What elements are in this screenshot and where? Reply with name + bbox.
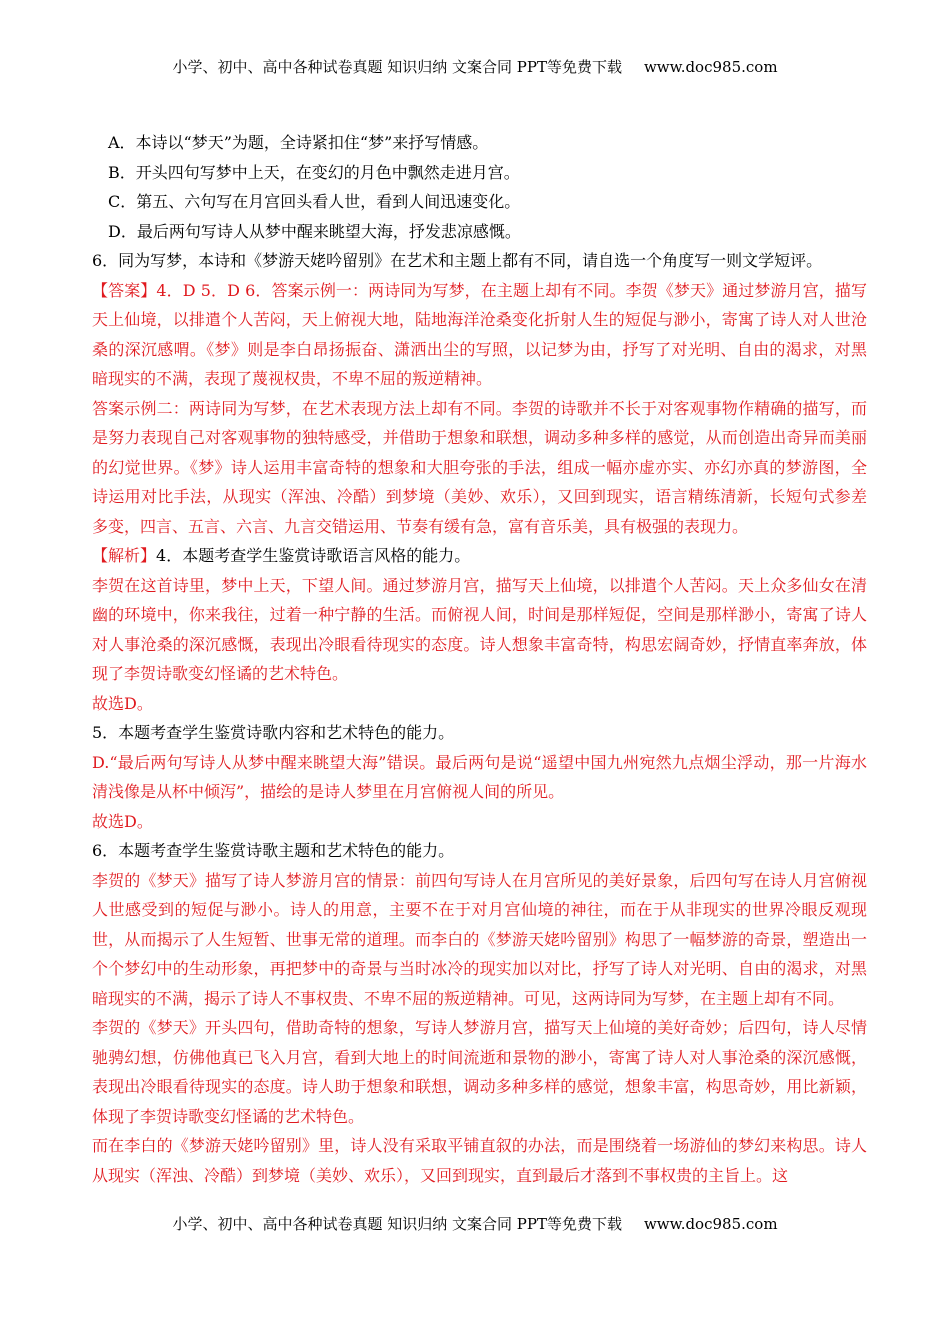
analysis-q4-intro-line — [92, 541, 867, 571]
question-6: 6．同为写梦，本诗和《梦游天姥吟留别》在艺术和主题上都有不同，请自选一个角度写一则文学短评。 — [92, 251, 823, 270]
header-url[interactable]: www.doc985.com — [643, 58, 778, 76]
answer-example-2: 答案示例二：两诗同为写梦，在艺术表现方法上却有不同。李贺的诗歌并不长于对客观事物作精确的描写，而是努力表现自己对客观事物的独特感受，并借助于想象和联想，调动多种多样的感觉，从而创造出奇异而美丽的幻觉世界。《梦》诗人运用丰富奇特的想象和大胆夸张的手法，组成一幅亦虚亦实、亦幻亦真的梦游图，全诗运用对比手法，从现实（浑浊、冷酷）到梦境（美妙、欢乐），又回到现实，语言精练清新，长短句式参差多变，四言、五言、六言、九言交错运用、节奏有缓有急，富有音乐美，具有极强的表现力。 — [92, 398, 867, 536]
option-b: B．开头四句写梦中上天，在变幻的月色中飘然走进月宫。 — [108, 162, 520, 182]
analysis-q4-body: 李贺在这首诗里，梦中上天，下望人间。通过梦游月宫，描写天上仙境，以排遣个人苦闷。天上众多仙女在清幽的环境中，你来我往，过着一种宁静的生活。而俯视人间，时间是那样短促，空间是那样渺小，寄寓了诗人对人事沧桑的深沉感慨，表现出冷眼看待现实的态度。诗人想象丰富奇特，构思宏阔奇妙，抒情直率奔放，体现了李贺诗歌变幻怪谲的艺术特色。 — [92, 575, 867, 683]
page-header — [0, 57, 950, 77]
analysis-q6-intro: 6．本题考查学生鉴赏诗歌主题和艺术特色的能力。 — [92, 841, 455, 860]
option-c: C．第五、六句写在月宫回头看人世，看到人间迅速变化。 — [108, 192, 521, 211]
analysis-q6-paragraph-3: 而在李白的《梦游天姥吟留别》里，诗人没有采取平铺直叙的办法，而是围绕着一场游仙的梦幻来构思。诗人从现实（浑浊、冷酷）到梦境（美妙、欢乐），又回到现实，直到最后才落到不事权贵的主旨上。这 — [92, 1136, 867, 1185]
analysis-q6-paragraph-2: 李贺的《梦天》开头四句，借助奇特的想象，写诗人梦游月宫，描写天上仙境的美好奇妙；后四句，诗人尽情驰骋幻想，仿佛他真已飞入月宫，看到大地上的时间流逝和景物的渺小，寄寓了诗人对人事沧桑的深沉感慨，表现出冷眼看待现实的态度。诗人助于想象和联想，调动多种多样的感觉，想象丰富，构思奇妙，用比新颖，体现了李贺诗歌变幻怪谲的艺术特色。 — [92, 1018, 867, 1126]
analysis-q4-intro: 4．本题考查学生鉴赏诗歌语言风格的能力。 — [156, 546, 471, 565]
option-d: D．最后两句写诗人从梦中醒来眺望大海，抒发悲凉感慨。 — [108, 221, 521, 241]
footer-text: 小学、初中、高中各种试卷真题 知识归纳 文案合同 PPT等免费下载 — [172, 1215, 622, 1233]
option-a: A．本诗以“梦天”为题，全诗紧扣住“梦”来抒写情感。 — [108, 133, 489, 152]
answer-example-1: 答案示例一：两诗同为写梦，在主题上却有不同。李贺《梦天》通过梦游月宫，描写天上仙境，以排遣个人苦闷，天上俯视大地，陆地海洋沧桑变化折射人生的短促与渺小，寄寓了诗人对人世沧桑的深沉感喟。《梦》则是李白昂扬振奋、潇洒出尘的写照，以记梦为由，抒写了对光明、自由的渴求，对黑暗现实的不满，表现了蔑视权贵，不卑不屈的叛逆精神。 — [92, 280, 867, 388]
footer-url[interactable]: www.doc985.com — [643, 1215, 778, 1233]
analysis-q4-choice: 故选D。 — [92, 693, 153, 713]
answer-block — [92, 276, 867, 394]
answer-label: 【答案】 — [92, 280, 157, 300]
document-body — [92, 128, 867, 1190]
analysis-q5-choice: 故选D。 — [92, 811, 153, 831]
answer-head: 4．D 5．D 6． — [156, 280, 272, 300]
header-text: 小学、初中、高中各种试卷真题 知识归纳 文案合同 PPT等免费下载 — [172, 58, 622, 76]
analysis-label: 【解析】 — [92, 546, 157, 565]
analysis-q6-paragraph-1: 李贺的《梦天》描写了诗人梦游月宫的情景：前四句写诗人在月宫所见的美好景象，后四句写在诗人月宫俯视人世感受到的短促与渺小。诗人的用意，主要不在于对月宫仙境的神往，而在于从非现实的世界冷眼反观现世，从而揭示了人生短暂、世事无常的道理。而李白的《梦游天姥吟留别》构思了一幅梦游的奇景，塑造出一个个梦幻中的生动形象，再把梦中的奇景与当时冰冷的现实加以对比，抒写了诗人对光明、自由的渴求，对黑暗现实的不满，揭示了诗人不事权贵、不卑不屈的叛逆精神。可见，这两诗同为写梦，在主题上却有不同。 — [92, 870, 867, 1008]
analysis-q5-intro: 5．本题考查学生鉴赏诗歌内容和艺术特色的能力。 — [92, 723, 455, 742]
analysis-q5-body: D.“最后两句写诗人从梦中醒来眺望大海”错误。最后两句是说“遥望中国九州宛然九点烟尘浮动，那一片海水清浅像是从杯中倾泻”，描绘的是诗人梦里在月宫俯视人间的所见。 — [92, 752, 867, 801]
page-footer — [0, 1214, 950, 1234]
